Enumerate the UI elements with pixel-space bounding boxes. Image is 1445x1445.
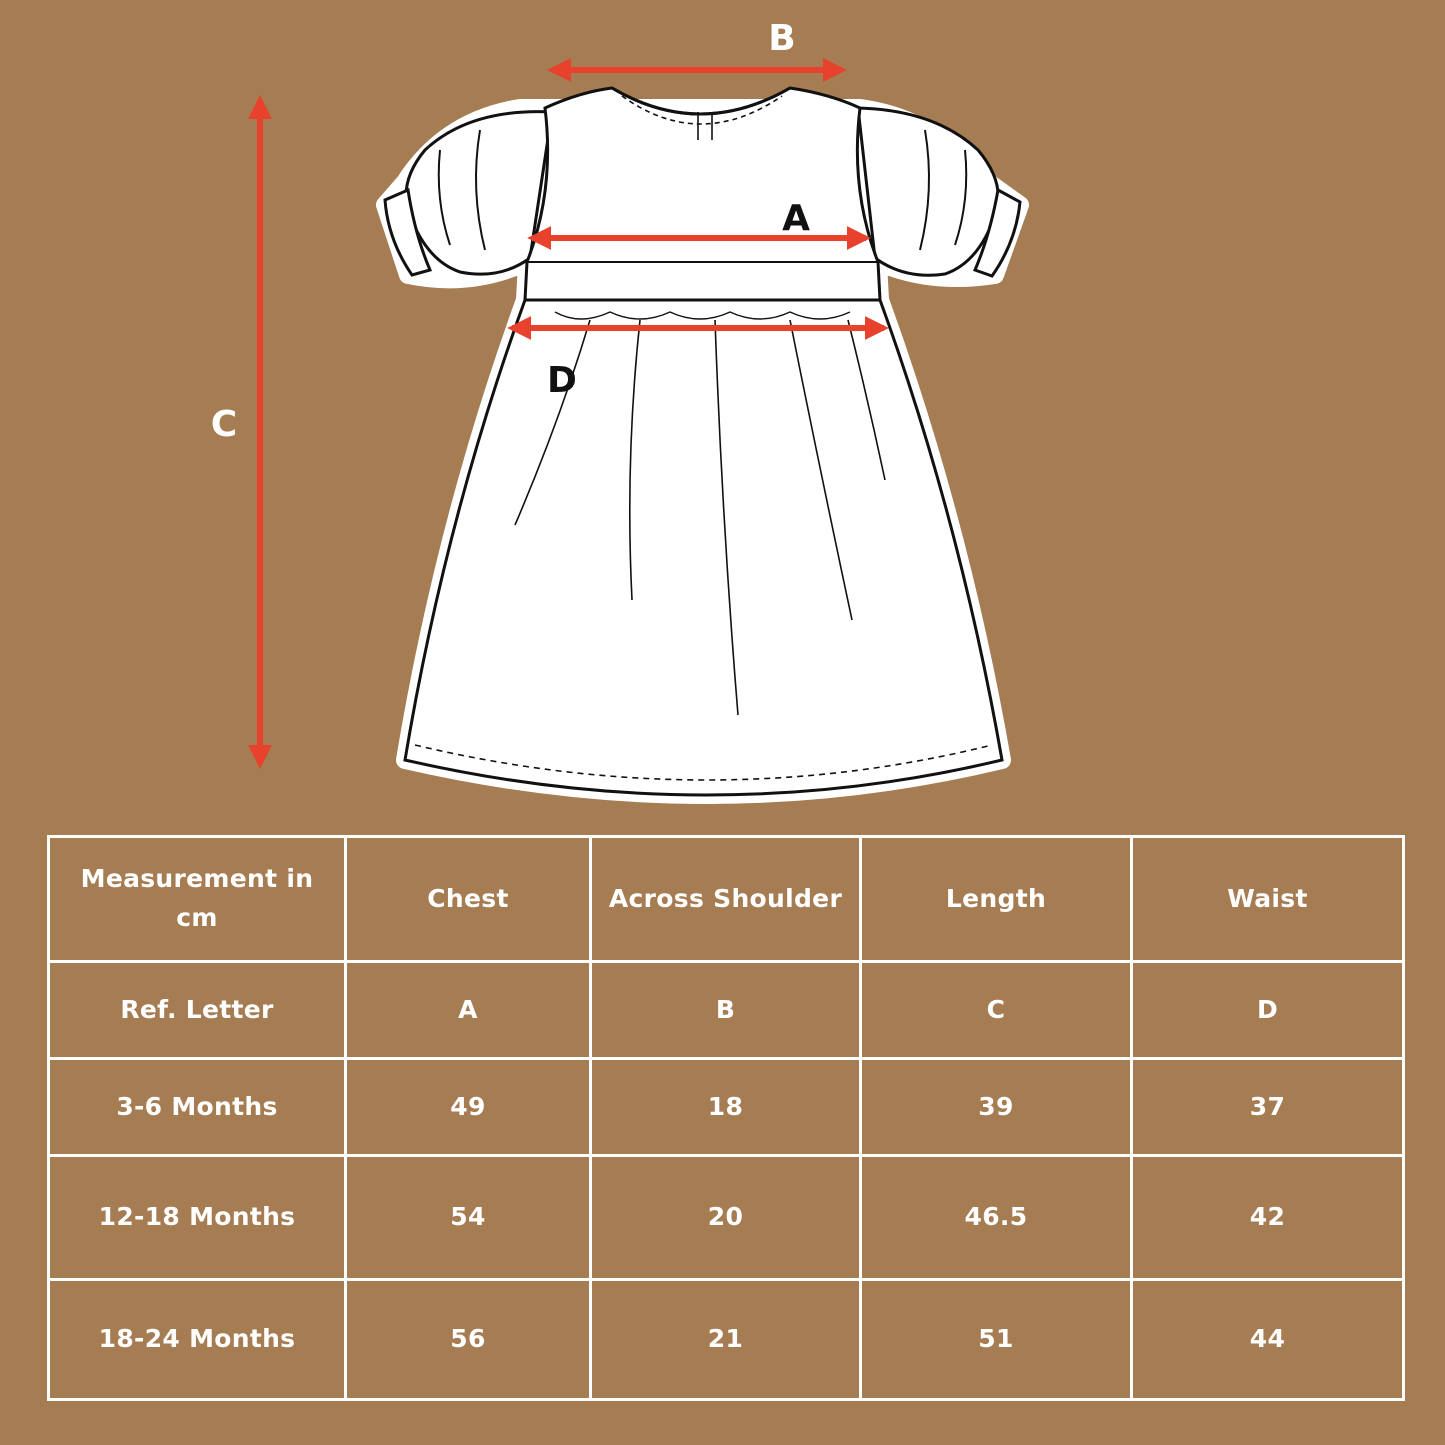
size-label: 12-18 Months — [49, 1156, 346, 1280]
table-cell: 54 — [346, 1156, 591, 1280]
ref-letter-cell: B — [591, 962, 861, 1059]
table-header-row — [49, 837, 1404, 962]
ref-letter-cell: D — [1132, 962, 1404, 1059]
bodice — [525, 88, 880, 300]
table-cell: 20 — [591, 1156, 861, 1280]
table-cell: 39 — [861, 1059, 1132, 1156]
table-row — [49, 1280, 1404, 1400]
label-b: B — [768, 18, 796, 59]
header-measurement: Measurement in cm — [49, 837, 346, 962]
size-chart-table — [47, 835, 1405, 1401]
label-d: D — [547, 360, 577, 401]
label-a: A — [782, 198, 810, 239]
table-cell: 21 — [591, 1280, 861, 1400]
size-label: 3-6 Months — [49, 1059, 346, 1156]
table-row — [49, 962, 1404, 1059]
ref-letter-label: Ref. Letter — [49, 962, 346, 1059]
table-cell: 18 — [591, 1059, 861, 1156]
left-sleeve — [385, 112, 552, 275]
header-length: Length — [861, 837, 1132, 962]
table-cell: 42 — [1132, 1156, 1404, 1280]
header-chest: Chest — [346, 837, 591, 962]
label-c: C — [210, 404, 238, 445]
table-cell: 49 — [346, 1059, 591, 1156]
table-cell: 46.5 — [861, 1156, 1132, 1280]
table-cell: 56 — [346, 1280, 591, 1400]
header-waist: Waist — [1132, 837, 1404, 962]
ref-letter-cell: C — [861, 962, 1132, 1059]
right-sleeve — [858, 108, 1020, 276]
table-cell: 44 — [1132, 1280, 1404, 1400]
table-row — [49, 1156, 1404, 1280]
size-label: 18-24 Months — [49, 1280, 346, 1400]
ref-letter-cell: A — [346, 962, 591, 1059]
table-cell: 51 — [861, 1280, 1132, 1400]
table-cell: 37 — [1132, 1059, 1404, 1156]
table-row — [49, 1059, 1404, 1156]
header-across-shoulder: Across Shoulder — [591, 837, 861, 962]
